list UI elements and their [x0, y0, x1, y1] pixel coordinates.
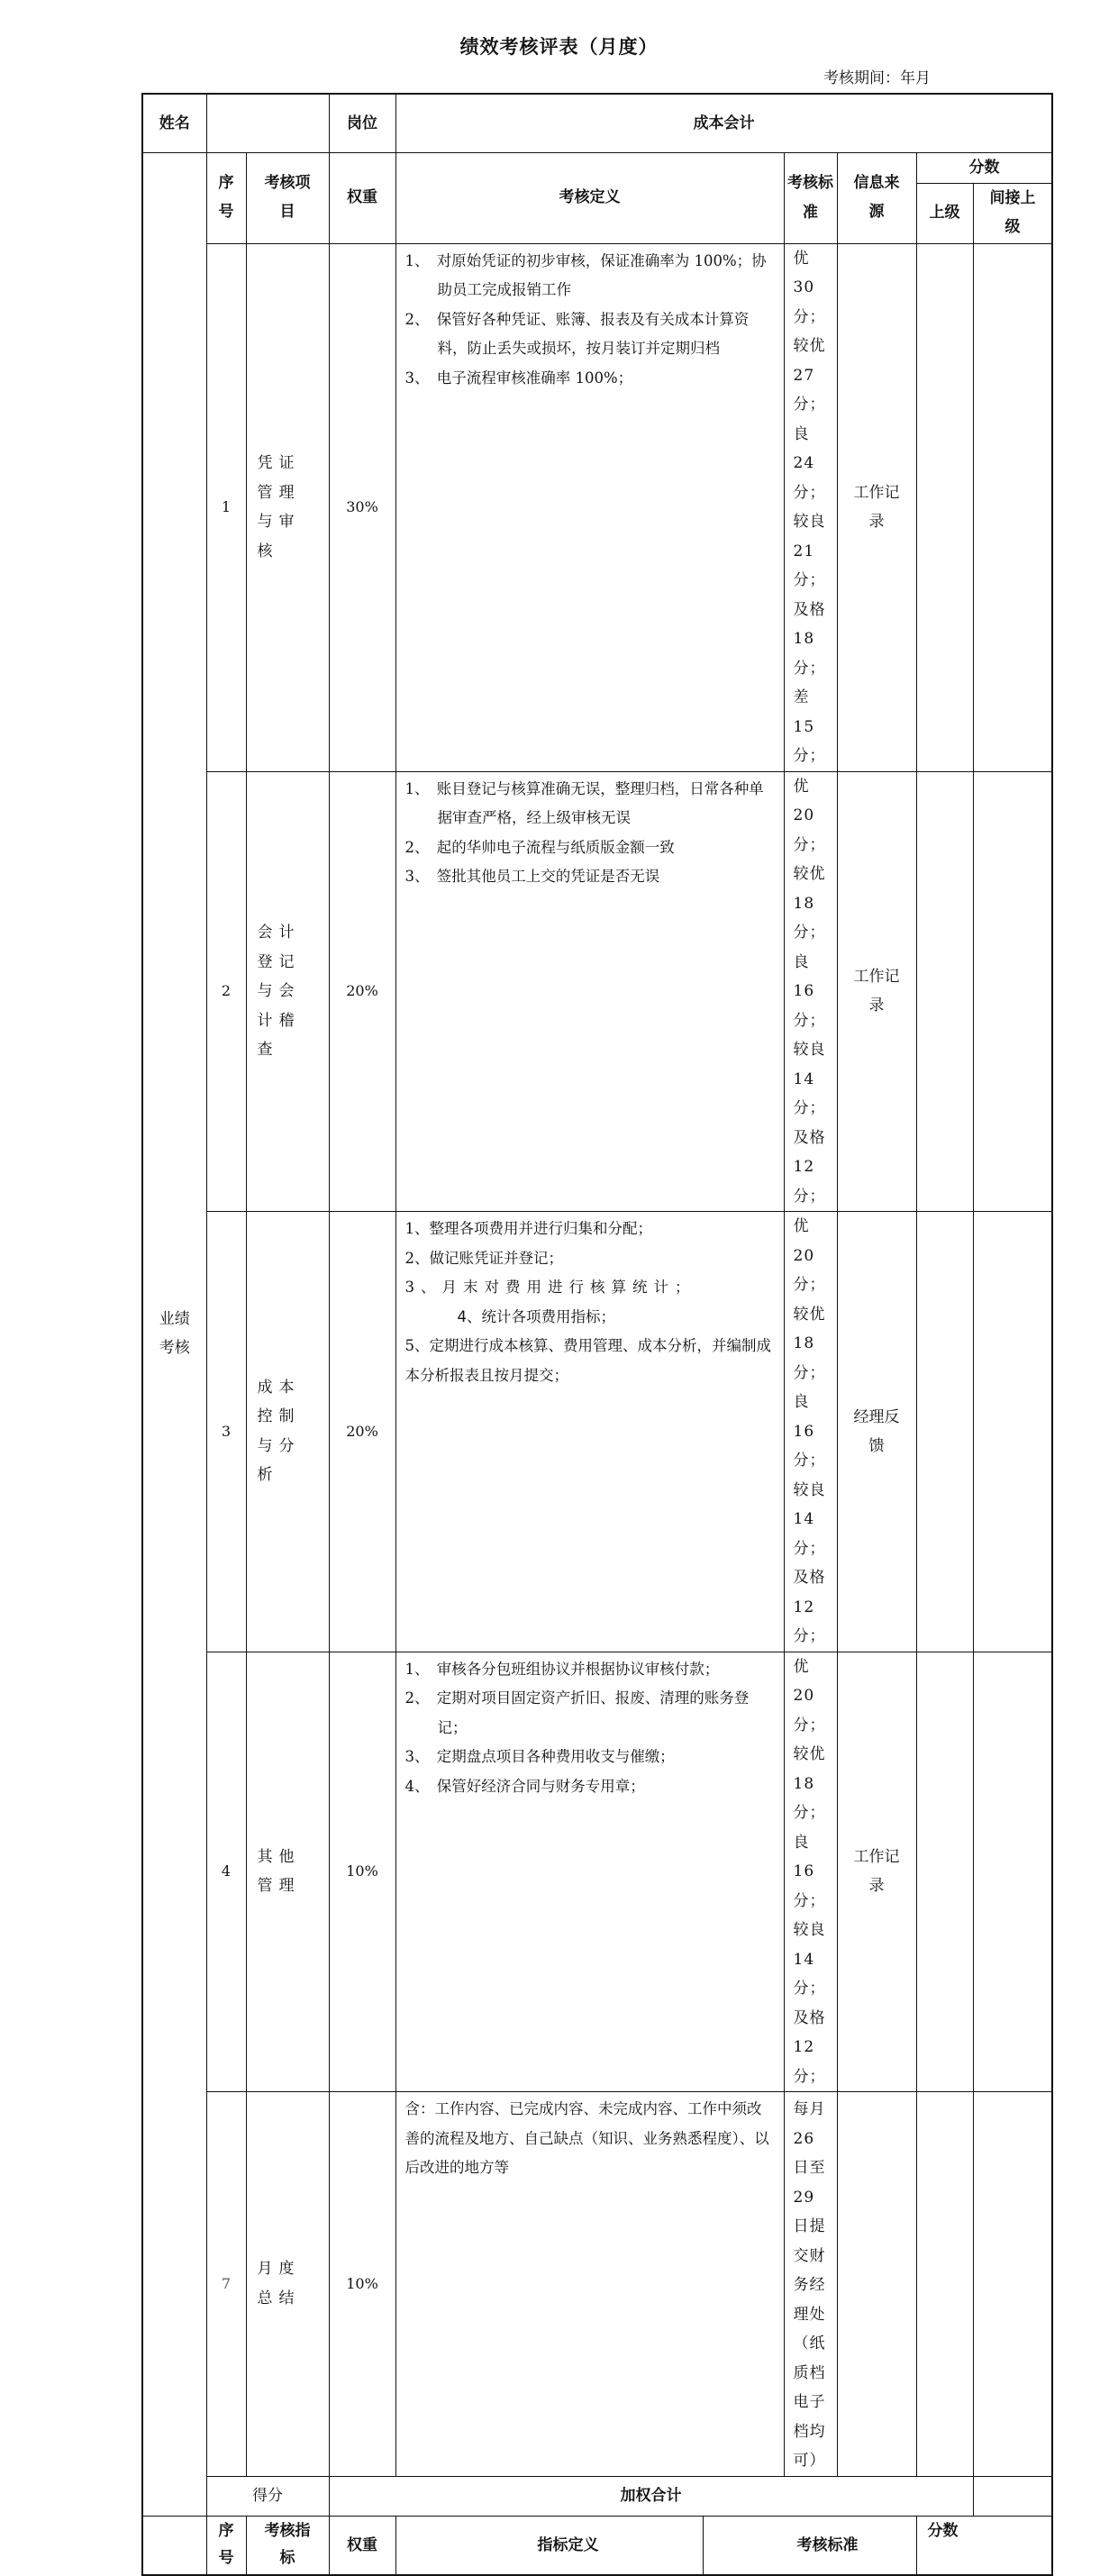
col-source: 信息来源 [837, 152, 916, 243]
score-indirect-cell[interactable] [973, 2092, 1052, 2477]
definition-line: 3、 定期盘点项目各种费用收支与催缴； [404, 1748, 675, 1765]
row-seq: 1 [206, 243, 246, 771]
standard-line: 优 20 分； [793, 1657, 826, 1734]
col-superior: 上级 [916, 183, 973, 243]
table-row [142, 243, 1052, 771]
standard-line: 优 30 分； [793, 249, 826, 326]
definition-line: 4、统计各项费用指标； [457, 1307, 615, 1325]
row-standard [784, 2092, 837, 2477]
indicator-header-row [142, 2516, 1052, 2575]
col-indirect-superior: 间接上级 [973, 183, 1052, 243]
definition-line: 3、 签批其他员工上交的凭证是否无误 [404, 868, 660, 885]
assessment-period: 考核期间：年月 [823, 69, 931, 87]
row-source: 工作记录 [837, 1652, 916, 2092]
standard-line: 较良 21 分； [793, 513, 826, 589]
row-weight: 10% [329, 2092, 395, 2477]
row-definition [395, 2092, 784, 2477]
form-title: 绩效考核评表（月度） [459, 36, 659, 58]
col-score: 分数 [916, 152, 1052, 183]
standard-line: 及格 12 分； [793, 2008, 826, 2086]
definition-line: 1、整理各项费用并进行归集和分配； [404, 1220, 652, 1237]
score-superior-cell[interactable] [916, 1652, 973, 2092]
score-superior-cell[interactable] [916, 2092, 973, 2477]
row-source: 工作记录 [837, 771, 916, 1212]
definition-line: 4、 保管好经济合同与财务专用章； [404, 1777, 645, 1795]
definition-line: 3、月末对费用进行核算统计； [404, 1279, 696, 1296]
definition-line: 1、 审核各分包班组协议并根据协议审核付款； [404, 1660, 720, 1678]
row-source [837, 2092, 916, 2477]
standard-line: 及格 12 分； [793, 1128, 826, 1206]
row-seq: 7 [206, 2092, 246, 2477]
col-standard: 考核标准 [784, 152, 837, 243]
row-weight: 10% [329, 1652, 395, 2092]
name-label: 姓名 [142, 94, 206, 152]
score-superior-cell[interactable] [916, 243, 973, 771]
row-seq: 4 [206, 1652, 246, 2092]
score-superior-cell[interactable] [916, 1212, 973, 1652]
indicator-blank-cell [142, 2516, 206, 2575]
row-item: 会计登记与会计稽查 [246, 771, 329, 1212]
standard-line: 较良 14 分； [793, 1041, 826, 1117]
row-item: 凭证管理与审核 [246, 243, 329, 771]
standard-line: 良 24 分； [793, 424, 826, 502]
standard-line: 及格 18 分； [793, 600, 826, 678]
row-definition [395, 1652, 784, 2092]
indicator-col-definition: 指标定义 [395, 2516, 703, 2575]
standard-line: 优 20 分； [793, 1217, 826, 1294]
weighted-total-superior[interactable] [973, 2476, 1052, 2516]
row-source: 经理反馈 [837, 1212, 916, 1652]
definition-line: 1、 对原始凭证的初步审核，保证准确率为 100%；协助员工完成报销工作 [404, 251, 767, 298]
row-item: 其他管理 [246, 1652, 329, 2092]
standard-line: 良 16 分； [793, 952, 826, 1030]
header-row [142, 94, 1052, 152]
row-definition [395, 1212, 784, 1652]
row-weight: 30% [329, 243, 395, 771]
score-row [142, 2476, 1052, 2516]
indicator-col-weight: 权重 [329, 2516, 395, 2575]
standard-line: 良 16 分； [793, 1393, 826, 1470]
score-indirect-cell[interactable] [973, 771, 1052, 1212]
name-value[interactable] [206, 94, 329, 152]
standard-line: 及格 12 分； [793, 1569, 826, 1645]
standard-line: 较优 27 分； [793, 337, 826, 414]
score-label: 得分 [206, 2476, 329, 2516]
row-standard [784, 243, 837, 771]
row-source: 工作记录 [837, 243, 916, 771]
definition-line: 5、定期进行成本核算、费用管理、成本分析，并编制成本分析报表且按月提交； [404, 1337, 771, 1384]
row-definition [395, 243, 784, 771]
standard-line: 差 15 分； [793, 688, 826, 765]
row-item: 月度总结 [246, 2092, 329, 2477]
col-definition: 考核定义 [395, 152, 784, 243]
row-weight: 20% [329, 771, 395, 1212]
score-indirect-cell[interactable] [973, 1212, 1052, 1652]
weighted-total-label: 加权合计 [329, 2476, 973, 2516]
standard-line: 良 16 分； [793, 1833, 826, 1910]
indicator-col-standard: 考核标准 [703, 2516, 916, 2575]
row-seq: 3 [206, 1212, 246, 1652]
definition-line: 2、做记账凭证并登记； [404, 1249, 563, 1267]
row-standard [784, 1652, 837, 2092]
performance-form-table [141, 93, 1053, 2576]
score-indirect-cell[interactable] [973, 243, 1052, 771]
row-definition [395, 771, 784, 1212]
score-superior-cell[interactable] [916, 771, 973, 1212]
row-standard [784, 1212, 837, 1652]
definition-line: 1、 账目登记与核算准确无误，整理归档，日常各种单据审查严格，经上级审核无误 [404, 779, 764, 826]
score-indirect-cell[interactable] [973, 1652, 1052, 2092]
table-row [142, 2092, 1052, 2477]
row-weight: 20% [329, 1212, 395, 1652]
standard-line: 较优 18 分； [793, 1305, 826, 1382]
indicator-col-name: 考核指标 [246, 2516, 329, 2575]
standard-line: 较良 14 分； [793, 1480, 826, 1558]
definition-line: 2、 定期对项目固定资产折旧、报废、清理的账务登记； [404, 1689, 750, 1736]
definition-line: 含：工作内容、已完成内容、未完成内容、工作中须改善的流程及地方、自己缺点（知识、业务熟悉程度）、以后改进的地方等 [404, 2100, 769, 2176]
column-header-row [142, 152, 1052, 183]
row-item: 成本控制与分析 [246, 1212, 329, 1652]
standard-line: 较优 18 分； [793, 865, 826, 942]
definition-line: 2、 起的华帅电子流程与纸质版金额一致 [404, 838, 675, 856]
row-seq: 2 [206, 771, 246, 1212]
standard-line: 较良 14 分； [793, 1921, 826, 1998]
position-label: 岗位 [329, 94, 395, 152]
section-label: 业绩考核 [142, 152, 206, 2516]
table-row [142, 1212, 1052, 1652]
standard-line: 较优 18 分； [793, 1745, 826, 1822]
col-seq: 序号 [206, 152, 246, 243]
indicator-col-score: 分数 [916, 2516, 1052, 2575]
indicator-col-seq: 序号 [206, 2516, 246, 2575]
definition-line: 3、 电子流程审核准确率 100%； [404, 369, 633, 387]
col-weight: 权重 [329, 152, 395, 243]
definition-line: 2、 保管好各种凭证、账簿、报表及有关成本计算资料，防止丢失或损坏，按月装订并定期归档 [404, 310, 750, 357]
table-row [142, 771, 1052, 1212]
col-item: 考核项目 [246, 152, 329, 243]
standard-line: 每月 26 日至 29 日提交财务经理处（纸质档电子档均可） [793, 2100, 826, 2470]
position-value: 成本会计 [395, 94, 1052, 152]
row-standard [784, 771, 837, 1212]
table-row [142, 1652, 1052, 2092]
standard-line: 优 20 分； [793, 777, 826, 854]
